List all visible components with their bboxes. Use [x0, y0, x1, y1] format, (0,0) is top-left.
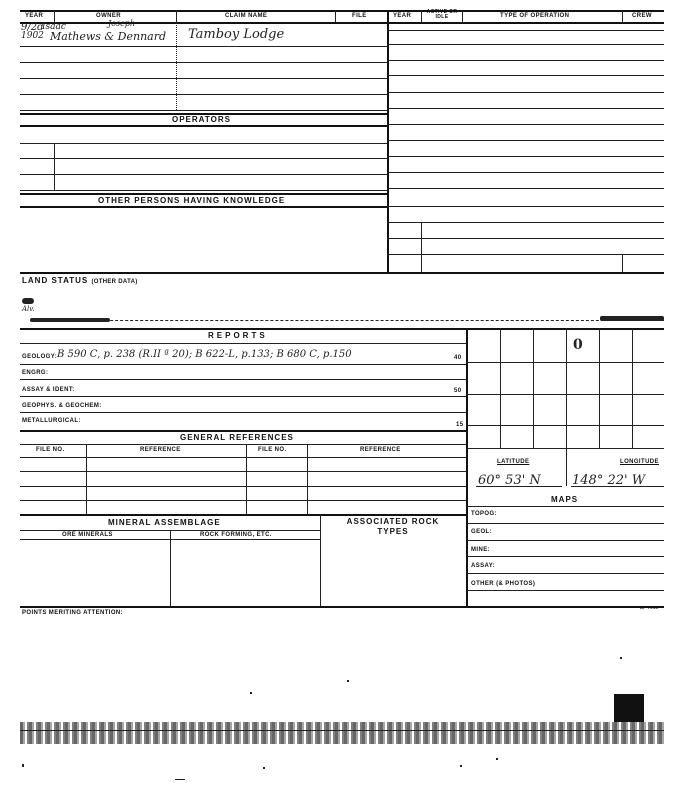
ref-reference-2: REFERENCE — [360, 447, 401, 453]
latitude-value: 60° 53' N — [478, 473, 541, 488]
longitude-label: LONGITUDE — [620, 459, 659, 465]
geology-num: 40 — [454, 355, 462, 361]
land-status-label: LAND STATUS — [22, 276, 89, 285]
points-meriting-label: POINTS MERITING ATTENTION: — [22, 610, 124, 616]
entry-claim-name: Tamboy Lodge — [188, 27, 285, 42]
metallurgical-label: METALLURGICAL: — [22, 418, 81, 424]
header-year-2: YEAR — [393, 13, 412, 19]
maps-heading: MAPS — [551, 495, 579, 504]
ref-file-no-2: FILE NO. — [258, 447, 287, 453]
reports-heading: REPORTS — [208, 331, 268, 340]
header-claim-name: CLAIM NAME — [225, 13, 268, 19]
entry-owner-line2: Joseph — [108, 19, 136, 28]
entry-date-note: 9/2d — [21, 22, 44, 33]
metallurgical-num: 15 — [456, 422, 464, 428]
header-owner: OWNER — [96, 13, 121, 19]
geology-label: GEOLOGY: — [22, 354, 58, 360]
latitude-label: LATITUDE — [497, 459, 530, 465]
other-persons-heading: OTHER PERSONS HAVING KNOWLEDGE — [98, 196, 286, 205]
grid-mark: 0 — [573, 337, 583, 353]
header-type-of-operation: TYPE OF OPERATION — [500, 13, 570, 19]
entry-year: 1902 — [21, 31, 44, 41]
scan-dark-block — [614, 694, 644, 722]
ore-minerals-label: ORE MINERALS — [62, 532, 113, 538]
assay-ident-label: ASSAY & IDENT: — [22, 387, 75, 393]
header-year: YEAR — [25, 13, 44, 19]
longitude-value: 148° 22' W — [572, 473, 646, 488]
assay-num: 50 — [454, 388, 462, 394]
maps-topog: TOPOG: — [471, 511, 497, 517]
maps-geol: GEOL: — [471, 529, 492, 535]
operators-heading: OPERATORS — [172, 115, 231, 124]
form-number: BF 7518 — [640, 605, 659, 610]
general-references-heading: GENERAL REFERENCES — [180, 433, 294, 442]
maps-assay: ASSAY: — [471, 563, 496, 569]
header-file: FILE — [352, 13, 367, 19]
header-active-or-idle: ACTIVE OR IDLE — [426, 9, 458, 20]
maps-mine: MINE: — [471, 547, 490, 553]
associated-rock-types-heading: ASSOCIATED ROCK TYPES — [346, 517, 440, 536]
land-note: Alv. — [22, 305, 35, 313]
maps-other: OTHER (& PHOTOS) — [471, 581, 536, 587]
engrg-label: ENGRG: — [22, 370, 49, 376]
mineral-assemblage-heading: MINERAL ASSEMBLAGE — [108, 518, 221, 527]
land-status-sub: (OTHER DATA) — [91, 279, 138, 285]
scan-noise-band — [20, 722, 664, 744]
geophys-label: GEOPHYS. & GEOCHEM: — [22, 403, 102, 409]
geology-value: B 590 C, p. 238 (R.II ª 20); B 622-L, p.133; B 680 C, p.150 — [57, 349, 352, 360]
entry-owner-line3: Mathews & Dennard — [50, 30, 167, 43]
header-crew: CREW — [632, 13, 652, 19]
ref-file-no-1: FILE NO. — [36, 447, 65, 453]
ref-reference-1: REFERENCE — [140, 447, 181, 453]
rock-forming-label: ROCK FORMING, ETC. — [200, 532, 272, 538]
entry-owner-line1: Isaac — [42, 22, 66, 32]
land-status-heading — [22, 276, 138, 285]
